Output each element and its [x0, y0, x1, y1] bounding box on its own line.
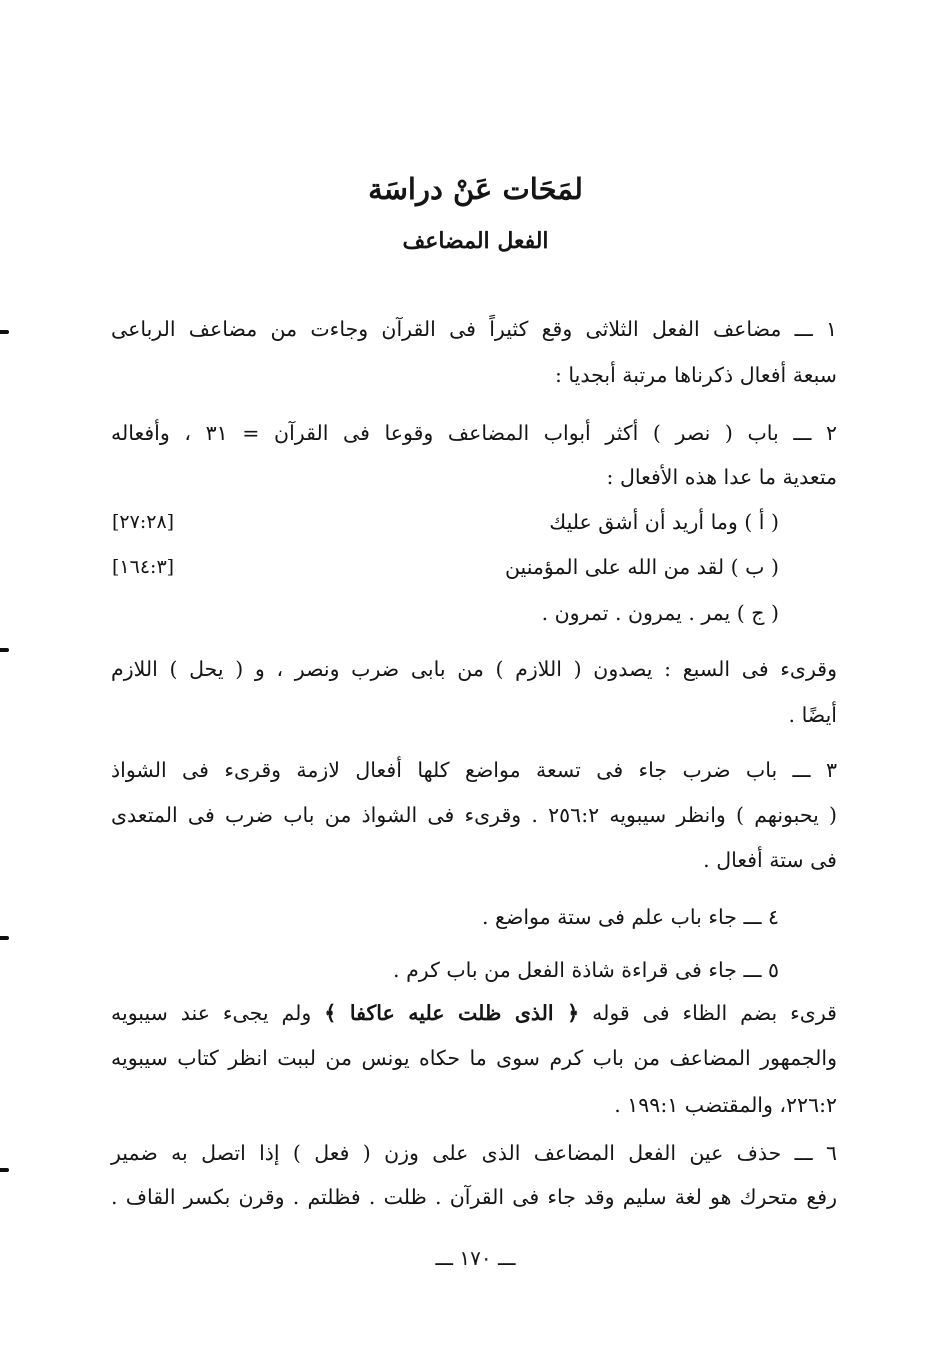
paragraph-1-line-2: سبعة أفعال ذكرناها مرتبة أبجديا : [555, 363, 837, 387]
paragraph-2-line-3: وقرىء فى السبع : يصدون ( اللازم ) من بابى ضرب ونصر ، و ( يحل ) اللازم [111, 657, 837, 681]
paragraph-5-line-2 [111, 998, 837, 1028]
paragraph-2-line-1: ٢ ـــ باب ( نصر ) أكثر أبواب المضاعف وقوعا فى القرآن = ٣١ ، وأفعاله [111, 421, 838, 445]
paragraph-2-line-4: أيضًا . [788, 703, 837, 727]
list-item-b: ( ب ) لقد من الله على المؤمنين [504, 555, 779, 579]
paragraph-1-line-1: ١ ـــ مضاعف الفعل الثلاثى وقع كثيراً فى القرآن وجاءت من مضاعف الرباعى [111, 317, 837, 341]
paragraph-5-line-2-start: قرىء بضم الظاء فى قوله [592, 1001, 837, 1025]
page-title: لمَحَات عَنْ دراسَة [368, 172, 583, 206]
paragraph-3-line-1: ٣ ـــ باب ضرب جاء فى تسعة مواضع كلها أفعال لازمة وقرىء فى الشواذ [111, 758, 837, 782]
paragraph-3-line-2: ( يحبونهم ) وانظر سيبويه ٢٥٦:٢ . وقرىء فى الشواذ من باب ضرب فى المتعدى [111, 803, 837, 827]
verse-reference-a: [٢٧:٢٨] [112, 511, 175, 533]
scan-edge-mark [0, 648, 9, 652]
paragraph-2-line-2: متعدية ما عدا هذه الأفعال : [606, 465, 837, 489]
scan-edge-mark [0, 330, 9, 334]
paragraph-5-line-1: ٥ ـــ جاء فى قراءة شاذة الفعل من باب كرم . [393, 958, 779, 982]
paragraph-5-line-4: ٢٢٦:٢، والمقتضب ١٩٩:١ . [614, 1093, 837, 1117]
paragraph-6-line-2: رفع متحرك هو لغة سليم وقد جاء فى القرآن . ظلت . فظلتم . وقرن بكسر القاف . [111, 1185, 837, 1209]
paragraph-6-line-1: ٦ ـــ حذف عين الفعل المضاعف الذى على وزن ( فعل ) إذا اتصل به ضمير [111, 1141, 837, 1165]
page-number: ـــ ١٧٠ ـــ [435, 1246, 516, 1270]
page-subtitle: الفعل المضاعف [402, 228, 549, 254]
scan-edge-mark [0, 936, 9, 940]
paragraph-5-line-3: والجمهور المضاعف من باب كرم سوى ما حكاه يونس من لببت انظر كتاب سيبويه [111, 1046, 837, 1070]
verse-reference-b: [١٦٤:٣] [112, 556, 175, 578]
scan-edge-mark [0, 1168, 9, 1172]
quranic-quote: ﴿ الذى ظلت عليه عاكفا ﴾ [324, 1001, 580, 1025]
list-item-a: ( أ ) وما أريد أن أشق عليك [549, 510, 779, 534]
list-item-c: ( ج ) يمر . يمرون . تمرون . [541, 601, 779, 625]
paragraph-5-line-2-end: ولم يجىء عند سيبويه [111, 1001, 312, 1025]
paragraph-4-line-1: ٤ ـــ جاء باب علم فى ستة مواضع . [482, 905, 779, 929]
paragraph-3-line-3: فى ستة أفعال . [703, 848, 837, 872]
